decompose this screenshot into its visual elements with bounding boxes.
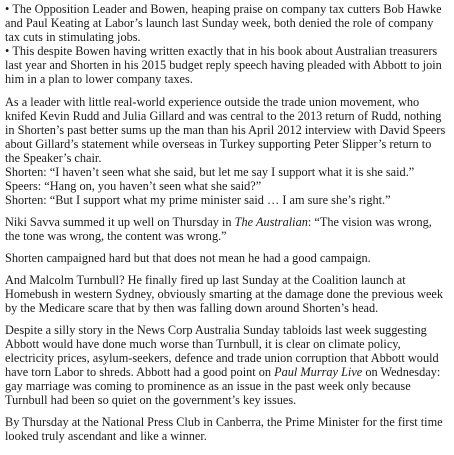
bullet-item: • This despite Bowen having written exactly that in his book about Australian treasurers last year and Shorten in his 2015 budget reply speech having pleaded with Abbott to join him in a plan to lower company taxes.: [5, 44, 449, 86]
program-name: Paul Murray Live: [274, 365, 363, 379]
dialogue-line: Shorten: “But I support what my prime minister said … I am sure she’s right.”: [5, 193, 391, 207]
bullet-item: • The Opposition Leader and Bowen, heaping praise on company tax cutters Bob Hawke and Paul Keating at Labor’s launch last Sunday week, both denied the role of company tax cuts in stimulating jobs.: [5, 2, 449, 44]
paragraph-campaign: Shorten campaigned hard but that does not mean he had a good campaign.: [5, 251, 371, 265]
text-run: on Wednesday: gay marriage was coming to prominence as an issue in the past week only because Turnbull had been so quiet on the government’s key issues.: [5, 365, 441, 407]
dialogue-line: Shorten: “I haven’t seen what she said, but let me say I support what it is she said.”: [5, 165, 415, 179]
text-run: : “The vision was wrong, the tone was wrong, the content was wrong.”: [5, 215, 432, 243]
paragraph-press-club: By Thursday at the National Press Club in Canberra, the Prime Minister for the first time looked truly ascendant and like a winner.: [5, 415, 443, 443]
dialogue-line: Speers: “Hang on, you haven’t seen what she said?”: [5, 179, 262, 193]
text-run: Despite a silly story in the News Corp Australia Sunday tabloids last week suggesting Abbott would have done much worse than Turnbull, it is clear on climate policy, electricity prices, asylum-seekers, defence and trade union corruption that Abbott would have torn Labor to shreds. Abbott had a good point on: [5, 323, 439, 379]
paragraph-abbott: [5, 323, 449, 407]
text-run: Niki Savva summed it up well on Thursday in: [5, 215, 235, 229]
dialogue-block: [5, 165, 449, 207]
paragraph-shorten-background: As a leader with little real-world experience outside the trade union movement, who knifed Kevin Rudd and Julia Gillard and was central to the 2013 return of Rudd, nothing in Shorten’s past better sums up the man than his April 2012 interview with David Speers about Gillard’s statement while overseas in Turkey supporting Peter Slipper’s return to the Speaker’s chair.: [5, 95, 446, 165]
publication-name: The Australian: [234, 215, 308, 229]
bullet-list: [5, 2, 449, 86]
spacer: [5, 86, 449, 95]
paragraph-savva-quote: [5, 215, 449, 243]
paragraph-turnbull: And Malcolm Turnbull? He finally fired up last Sunday at the Coalition launch at Homebush in western Sydney, obviously smarting at the damage done the previous week by the Medicare scare that by then was falling down around Shorten’s head.: [5, 273, 444, 315]
